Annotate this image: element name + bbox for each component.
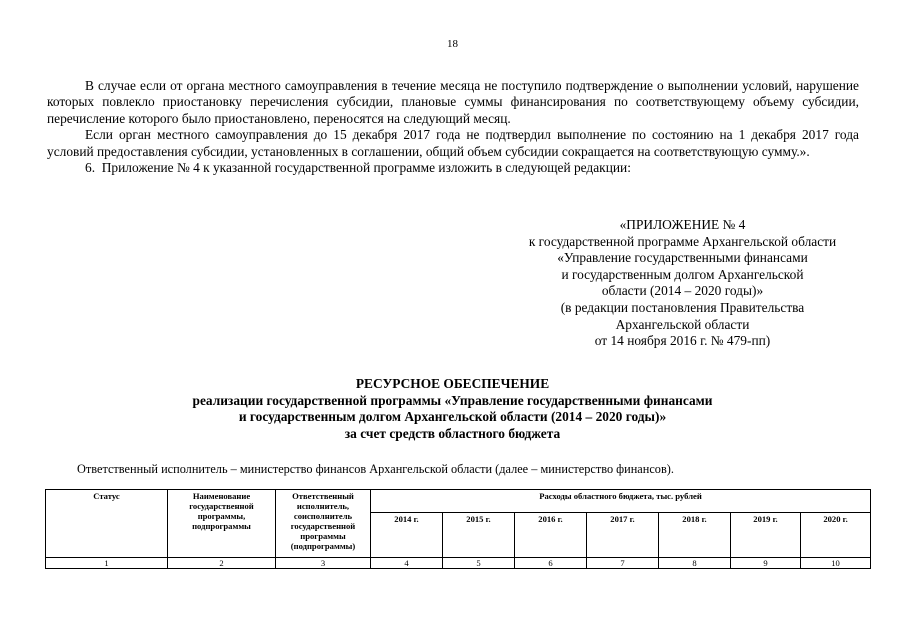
header-year: 2019 г.: [731, 513, 801, 558]
body-text: [47, 78, 859, 176]
header-year: 2014 г.: [371, 513, 443, 558]
table-header-row: [46, 490, 871, 513]
appendix-line: от 14 ноября 2016 г. № 479-пп): [594, 333, 771, 349]
appendix-line: «Управление государственными финансами: [557, 250, 808, 266]
column-number: 6: [515, 558, 587, 569]
heading-line: за счет средств областного бюджета: [344, 425, 561, 441]
responsible-executor-line: Ответственный исполнитель – министерство финансов Архангельской области (далее – министерство финансов).: [77, 462, 674, 476]
header-year: 2020 г.: [801, 513, 871, 558]
column-number: 2: [168, 558, 276, 569]
heading-line: реализации государственной программы «Управление государственными финансами: [192, 392, 713, 408]
column-number: 8: [659, 558, 731, 569]
header-year: 2018 г.: [659, 513, 731, 558]
document-heading: [0, 376, 905, 442]
column-number: 10: [801, 558, 871, 569]
header-status: Статус: [46, 490, 168, 558]
heading-line: РЕСУРСНОЕ ОБЕСПЕЧЕНИЕ: [355, 376, 550, 391]
header-expenses: Расходы областного бюджета, тыс. рублей: [371, 490, 871, 513]
appendix-line: «ПРИЛОЖЕНИЕ № 4: [619, 217, 746, 232]
column-number: 1: [46, 558, 168, 569]
column-number: 9: [731, 558, 801, 569]
table-row: [46, 558, 871, 569]
header-program-name: Наименование государственной программы, подпрограммы: [168, 490, 276, 558]
heading-line: и государственным долгом Архангельской области (2014 – 2020 годы)»: [238, 409, 667, 425]
column-number: 4: [371, 558, 443, 569]
paragraph-1: В случае если от органа местного самоуправления в течение месяца не поступило подтверждение о выполнении условий, нарушение которых повлекло приостановку перечисления субсидии, плановые суммы финансирования по соответствующему объему субсидии, перечисление которого было приостановлено, переносятся на следующий месяц.: [47, 78, 859, 126]
appendix-line: Архангельской области: [615, 316, 750, 332]
header-year: 2015 г.: [443, 513, 515, 558]
column-number: 3: [276, 558, 371, 569]
budget-table: [45, 489, 871, 569]
appendix-line: и государственным долгом Архангельской: [561, 266, 804, 282]
appendix-line: области (2014 – 2020 годы)»: [601, 283, 764, 299]
header-executor: Ответственный исполнитель, соисполнитель государственной программы (подпрограммы): [276, 490, 371, 558]
column-number: 7: [587, 558, 659, 569]
paragraph-2: Если орган местного самоуправления до 15 декабря 2017 года не подтвердил выполнение по состоянию на 1 декабря 2017 года условий предоставления субсидии, установленных в соглашении, общий объем субсидии сокращается на соответствующую сумму.».: [47, 127, 859, 159]
header-year: 2016 г.: [515, 513, 587, 558]
header-year: 2017 г.: [587, 513, 659, 558]
appendix-line: (в редакции постановления Правительства: [560, 299, 805, 315]
paragraph-3: 6. Приложение № 4 к указанной государственной программе изложить в следующей редакции:: [85, 160, 631, 176]
appendix-block: [495, 217, 870, 350]
appendix-line: к государственной программе Архангельской области: [528, 233, 837, 249]
page-number: 18: [447, 38, 458, 50]
column-number: 5: [443, 558, 515, 569]
